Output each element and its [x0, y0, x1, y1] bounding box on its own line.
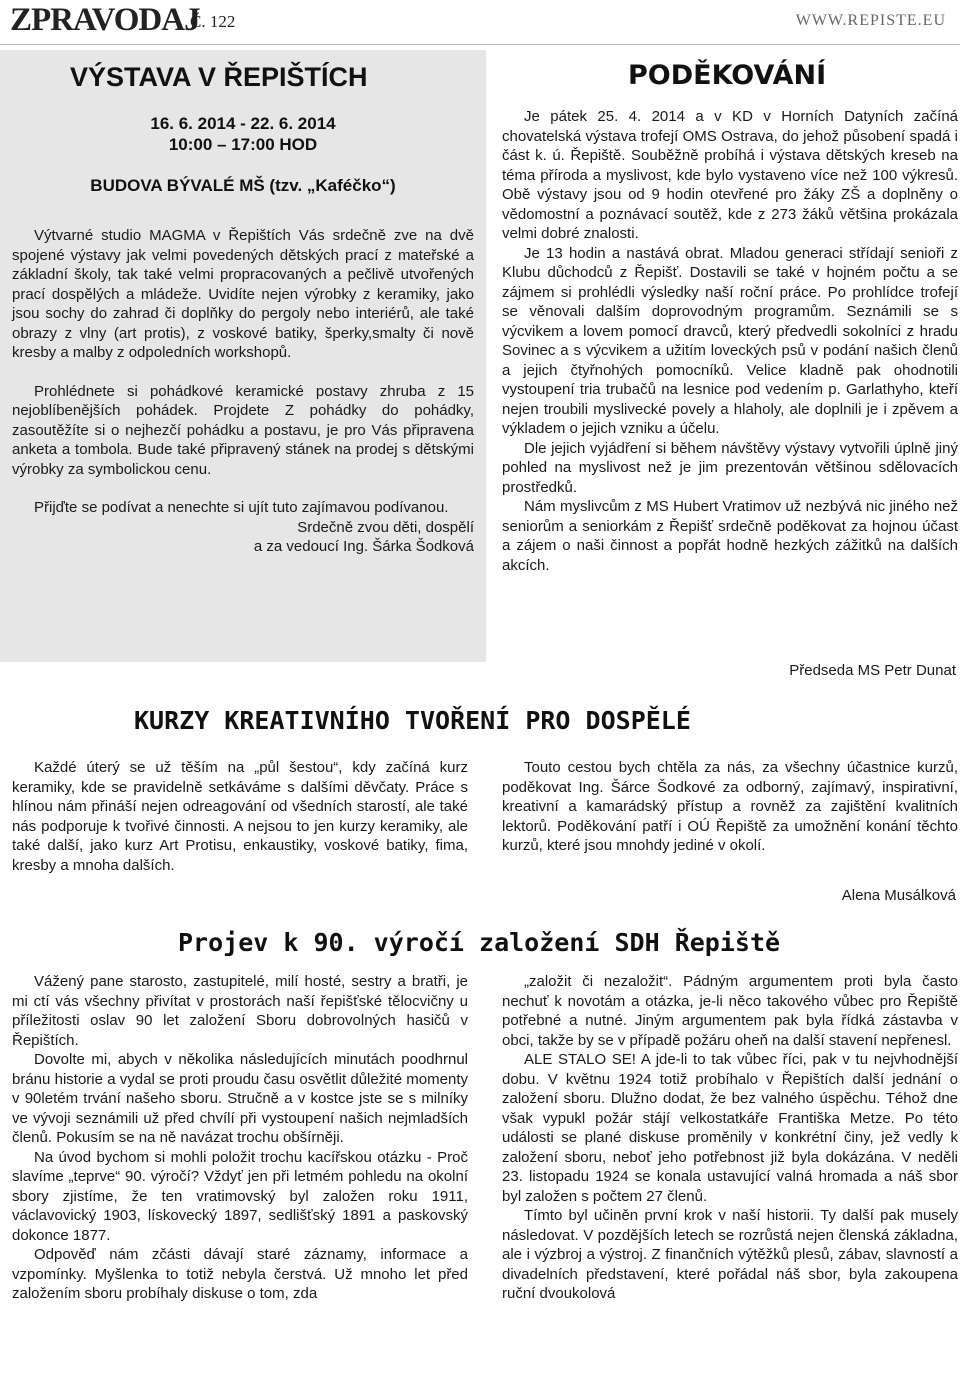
podekovani-paragraph: Je 13 hodin a nastává obrat. Mladou generaci střídají senioři z Klubu důchodců z Řepišť. Dostavili se také v hojném počtu a se zájmem si prohlédli výsledky naší roční práce. Po prohlídce trofejí se věnovali dalším doprovodným programům. Seznámili se s výcvikem a lovem pomocí dravců, který předvedli sokolníci z hradu Sovinec a s výcvikem a užitím loveckých psů v podání našich členů a jejich čtyřnohých pomocníků. Velice kladně pak ohodnotili vystoupení tria trubačů na lesnice pod vedením p. Garlathyho, kteří nejen troubili myslivecké povely a hlaholy, ale doplnili je i zpěvem a výkladem o jejich vzniku a účelu. — [502, 244, 958, 437]
projev-paragraph: Tímto byl učiněn první krok v naší historii. Ty další pak musely následovat. V pozdějších letech se rozrůstá nejen členská základna, ale i výzbroj a výstroj. Z finančních výtěžků plesů, zábav, slavností a divadelních představení, které pořádal náš sbor, byla zakoupena ruční dvoukolová — [502, 1207, 958, 1302]
website-link[interactable]: WWW.REPISTE.EU — [795, 12, 946, 29]
vystava-paragraph: Přijďte se podívat a nenechte si ujít tuto zajímavou podívanou. — [34, 499, 449, 516]
podekovani-paragraph: Je pátek 25. 4. 2014 a v KD v Horních Datyních začíná chovatelská výstava trofejí OMS Ostrava, do jehož působení spadá i část k. ú. Řepiště. Souběžně probíhá i výstava dětských kreseb na téma příroda a myslivost, kde bylo vystaveno více než 100 výkresů. Obě výstavy jsou od 9 hodin otevřené pro žáky ZŠ a doplněny o vědomostní a poznávací soutěž, kde z 273 žáků většina prokázala velmi dobré znalosti. — [502, 108, 958, 242]
page-header — [0, 0, 960, 45]
projev-right-column — [502, 972, 958, 1304]
projev-left-column — [12, 972, 468, 1304]
projev-paragraph: Odpověď nám zčásti dávají staré záznamy, informace a vzpomínky. Myšlenka to totiž nebyla čerstvá. Už mnoho let před založením sboru probíhaly diskuse o tom, zda — [12, 1246, 468, 1302]
vystava-paragraph: Výtvarné studio MAGMA v Řepištích Vás srdečně zve na dvě spojené výstavy jak velmi povedených dětských prací z mateřské a základní školy, tak také velmi propracovaných a pečlivě utvořených prací dospělých a mládeže. Uvidíte nejen výrobky z keramiky, jako jsou sochy do zahrad či doplňky do pergoly nebo interiérů, ale také obrazy z vlny (art protis), z voskové batiky, šperky,smalty či nově kresby a malby z odpoledních workshopů. — [12, 227, 474, 361]
vystava-venue: BUDOVA BÝVALÉ MŠ (tzv. „Kaféčko“) — [90, 176, 396, 195]
projev-title: Projev k 90. výročí založení SDH Řepiště — [178, 928, 781, 957]
vystava-signature: a za vedoucí Ing. Šárka Šodková — [253, 538, 474, 555]
vystava-paragraph: Prohlédnete si pohádkové keramické postavy zhruba z 15 nejoblíbenějších pohádek. Projdete Z pohádky do pohádky, zasoutěžíte si o nejhezčí pohádku a postavu, je pro Vás připravena anketa a tombola. Bude také připravený stánek na prodej s dětskými výrobky za symbolickou cenu. — [12, 382, 474, 478]
newsletter-logo: ZPRAVODAJ — [10, 2, 200, 38]
podekovani-title: PODĚKOVÁNÍ — [628, 60, 827, 91]
issue-number: Č. 122 — [190, 12, 236, 31]
podekovani-paragraph: Dle jejich vyjádření si během návštěvy výstavy vytvořili úplně jiný pohled na myslivost než je jim prezentován většinou sdělovacích prostředků. — [502, 439, 958, 496]
projev-paragraph: „založit či nezaložit“. Pádným argumentem proti byla často nechuť k novotám a otázka, je-li něco takového vůbec pro Řepiště potřebné a nutné. Jiným argumentem pak byla řídká zástavba v obci, takže by se v případě požáru oheň na další stavení nepřenesl. — [502, 973, 958, 1049]
podekovani-paragraph: Nám myslivcům z MS Hubert Vratimov už nezbývá nic jiného než seniorům a seniorkám z Řepišť srdečně poděkovat za hojnou účast a zájem o naši činnost a popřát hodně hezkých zážitků na dalších akcích. — [502, 498, 958, 574]
vystava-dates: 16. 6. 2014 - 22. 6. 2014 — [150, 114, 336, 133]
kurzy-paragraph: Touto cestou bych chtěla za nás, za všechny účastnice kurzů, poděkovat Ing. Šárce Šodkové za odborný, zajímavý, inspirativní, kreativní a kamarádský přístup a rovněž za zajištění kvalitních lektorů. Poděkování patří i OÚ Řepiště za umožnění konání těchto kurzů, které jsou mnohdy jediné v okolí. — [502, 759, 958, 854]
vystava-title: VÝSTAVA V ŘEPIŠTÍCH — [70, 62, 368, 92]
kurzy-signature: Alena Musálková — [841, 887, 956, 904]
projev-paragraph: Vážený pane starosto, zastupitelé, milí hosté, sestry a bratři, je mi ctí vás všechny přivítat v prostorách naší řepišťské tělocvičny u příležitosti oslav 90 let založení Sboru dobrovolných hasičů v Řepištích. — [12, 973, 468, 1049]
kurzy-left-column — [12, 758, 468, 875]
vystava-text — [12, 226, 474, 557]
kurzy-right-column — [502, 758, 958, 856]
projev-paragraph: Na úvod bychom si mohli položit trochu kacířskou otázku - Proč slavíme „teprve“ 90. výročí? Vždyť jen při letmém pohledu na okolní sbory zjistíme, že ten vratimovský byl založen roku 1911, václavovický 1903, lískovecký 1897, sedlišťský 1891 a paskovský dokonce 1877. — [12, 1148, 468, 1244]
vystava-signature: Srdečně zvou děti, dospělí — [297, 518, 474, 536]
kurzy-title: KURZY KREATIVNÍHO TVOŘENÍ PRO DOSPĚLÉ — [134, 706, 691, 735]
vystava-hours: 10:00 – 17:00 HOD — [168, 135, 318, 154]
projev-paragraph: ALE STALO SE! A jde-li to tak vůbec říci, pak v tu nejvhodnější dobu. V květnu 1924 totiž probíhalo v Řepištích další jednání o založení sboru. Dlužno dodat, že bez valného úspěchu. Téhož dne však vypukl požár stájí velkostatkáře Františka Metze. Po této události se plané diskuse proměnily v konkrétní činy, jež vedly k založení sboru, neboť jeho potřebnost již byla dokázána. V neděli 23. listopadu 1924 se konala ustavující valná hromada a náš sbor byl založen s počtem 27 členů. — [502, 1051, 958, 1205]
kurzy-paragraph: Každé úterý se už těším na „půl šestou“, kdy začíná kurz keramiky, kde se pravidelně setkáváme s dalšími děvčaty. Práce s hlínou nám přináší nejen odreagování od všedních starostí, ale také nás podporuje k tvořivé činnosti. A nejsou to jen kurzy keramiky, ale také další, jako kurz Art Protisu, enkaustiky, voskové batiky, fima, kresby a mnoha dalších. — [12, 759, 468, 874]
podekovani-signature: Předseda MS Petr Dunat — [789, 662, 956, 679]
podekovani-text — [502, 107, 958, 575]
projev-paragraph: Dovolte mi, abych v několika následujících minutách poodhrnul bránu historie a vydal se proti proudu času osvětlit důležité momenty v 90letém trvání našeho sboru. Stručně a v kostce jste se s milníky ve vývoji seznámili už před chvílí při vystoupení našich nejmladších členů. Pokusím se na ně navázat trochu obšírněji. — [12, 1051, 468, 1146]
